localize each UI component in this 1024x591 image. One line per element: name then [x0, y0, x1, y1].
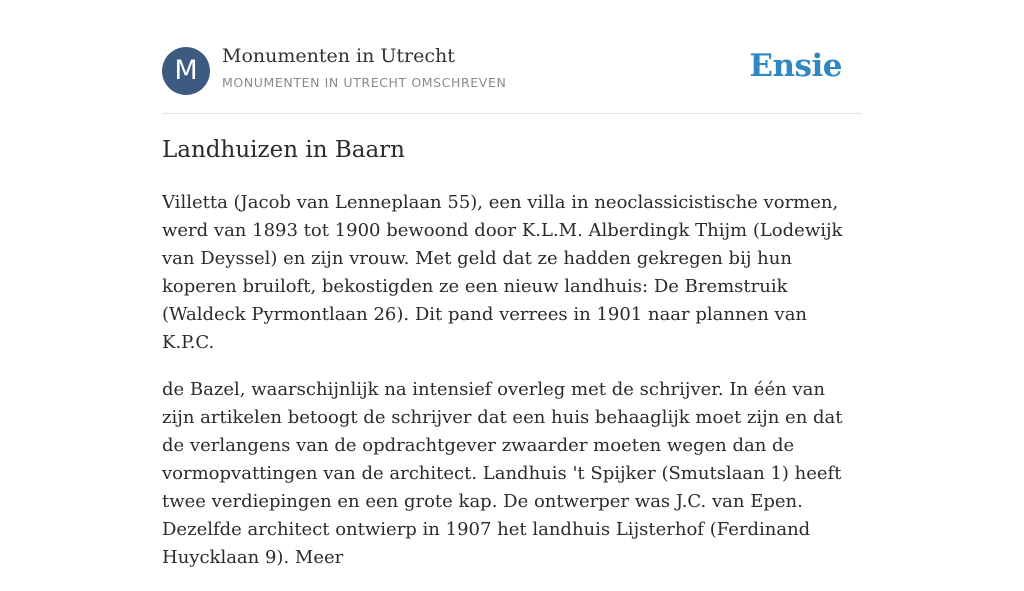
article-title: Landhuizen in Baarn: [162, 137, 405, 163]
article-body: [162, 189, 862, 591]
paragraph: de Bazel, waarschijnlijk na intensief overleg met de schrijver. In één van zijn artikelen betoogt de schrijver dat een huis behaaglijk moet zijn en dat de verlangens van de opdrachtgever zwaarder moeten wegen dan de vormopvattingen van de architect. Landhuis 't Spijker (Smutslaan 1) heeft twee verdiepingen en een grote kap. De ontwerper was J.C. van Epen. Dezelfde architect ontwierp in 1907 het landhuis Lijsterhof (Ferdinand Huycklaan 9). Meer: [162, 379, 843, 568]
brand-logo[interactable]: Ensie: [749, 48, 842, 84]
paragraph: Villetta (Jacob van Lenneplaan 55), een villa in neoclassicistische vormen, werd van 1893 tot 1900 bewoond door K.L.M. Alberdingk Thijm (Lodewijk van Deyssel) en zijn vrouw. Met geld dat ze hadden gekregen bij hun koperen bruiloft, bekostigden ze een nieuw landhuis: De Bremstruik (Waldeck Pyrmontlaan 26). Dit pand verrees in 1901 naar plannen van K.P.C.: [162, 192, 843, 353]
avatar[interactable]: M: [162, 47, 210, 95]
site-subtitle: MONUMENTEN IN UTRECHT OMSCHREVEN: [222, 75, 507, 90]
site-title[interactable]: Monumenten in Utrecht: [222, 45, 455, 67]
header: [162, 0, 862, 114]
page: [162, 0, 862, 568]
